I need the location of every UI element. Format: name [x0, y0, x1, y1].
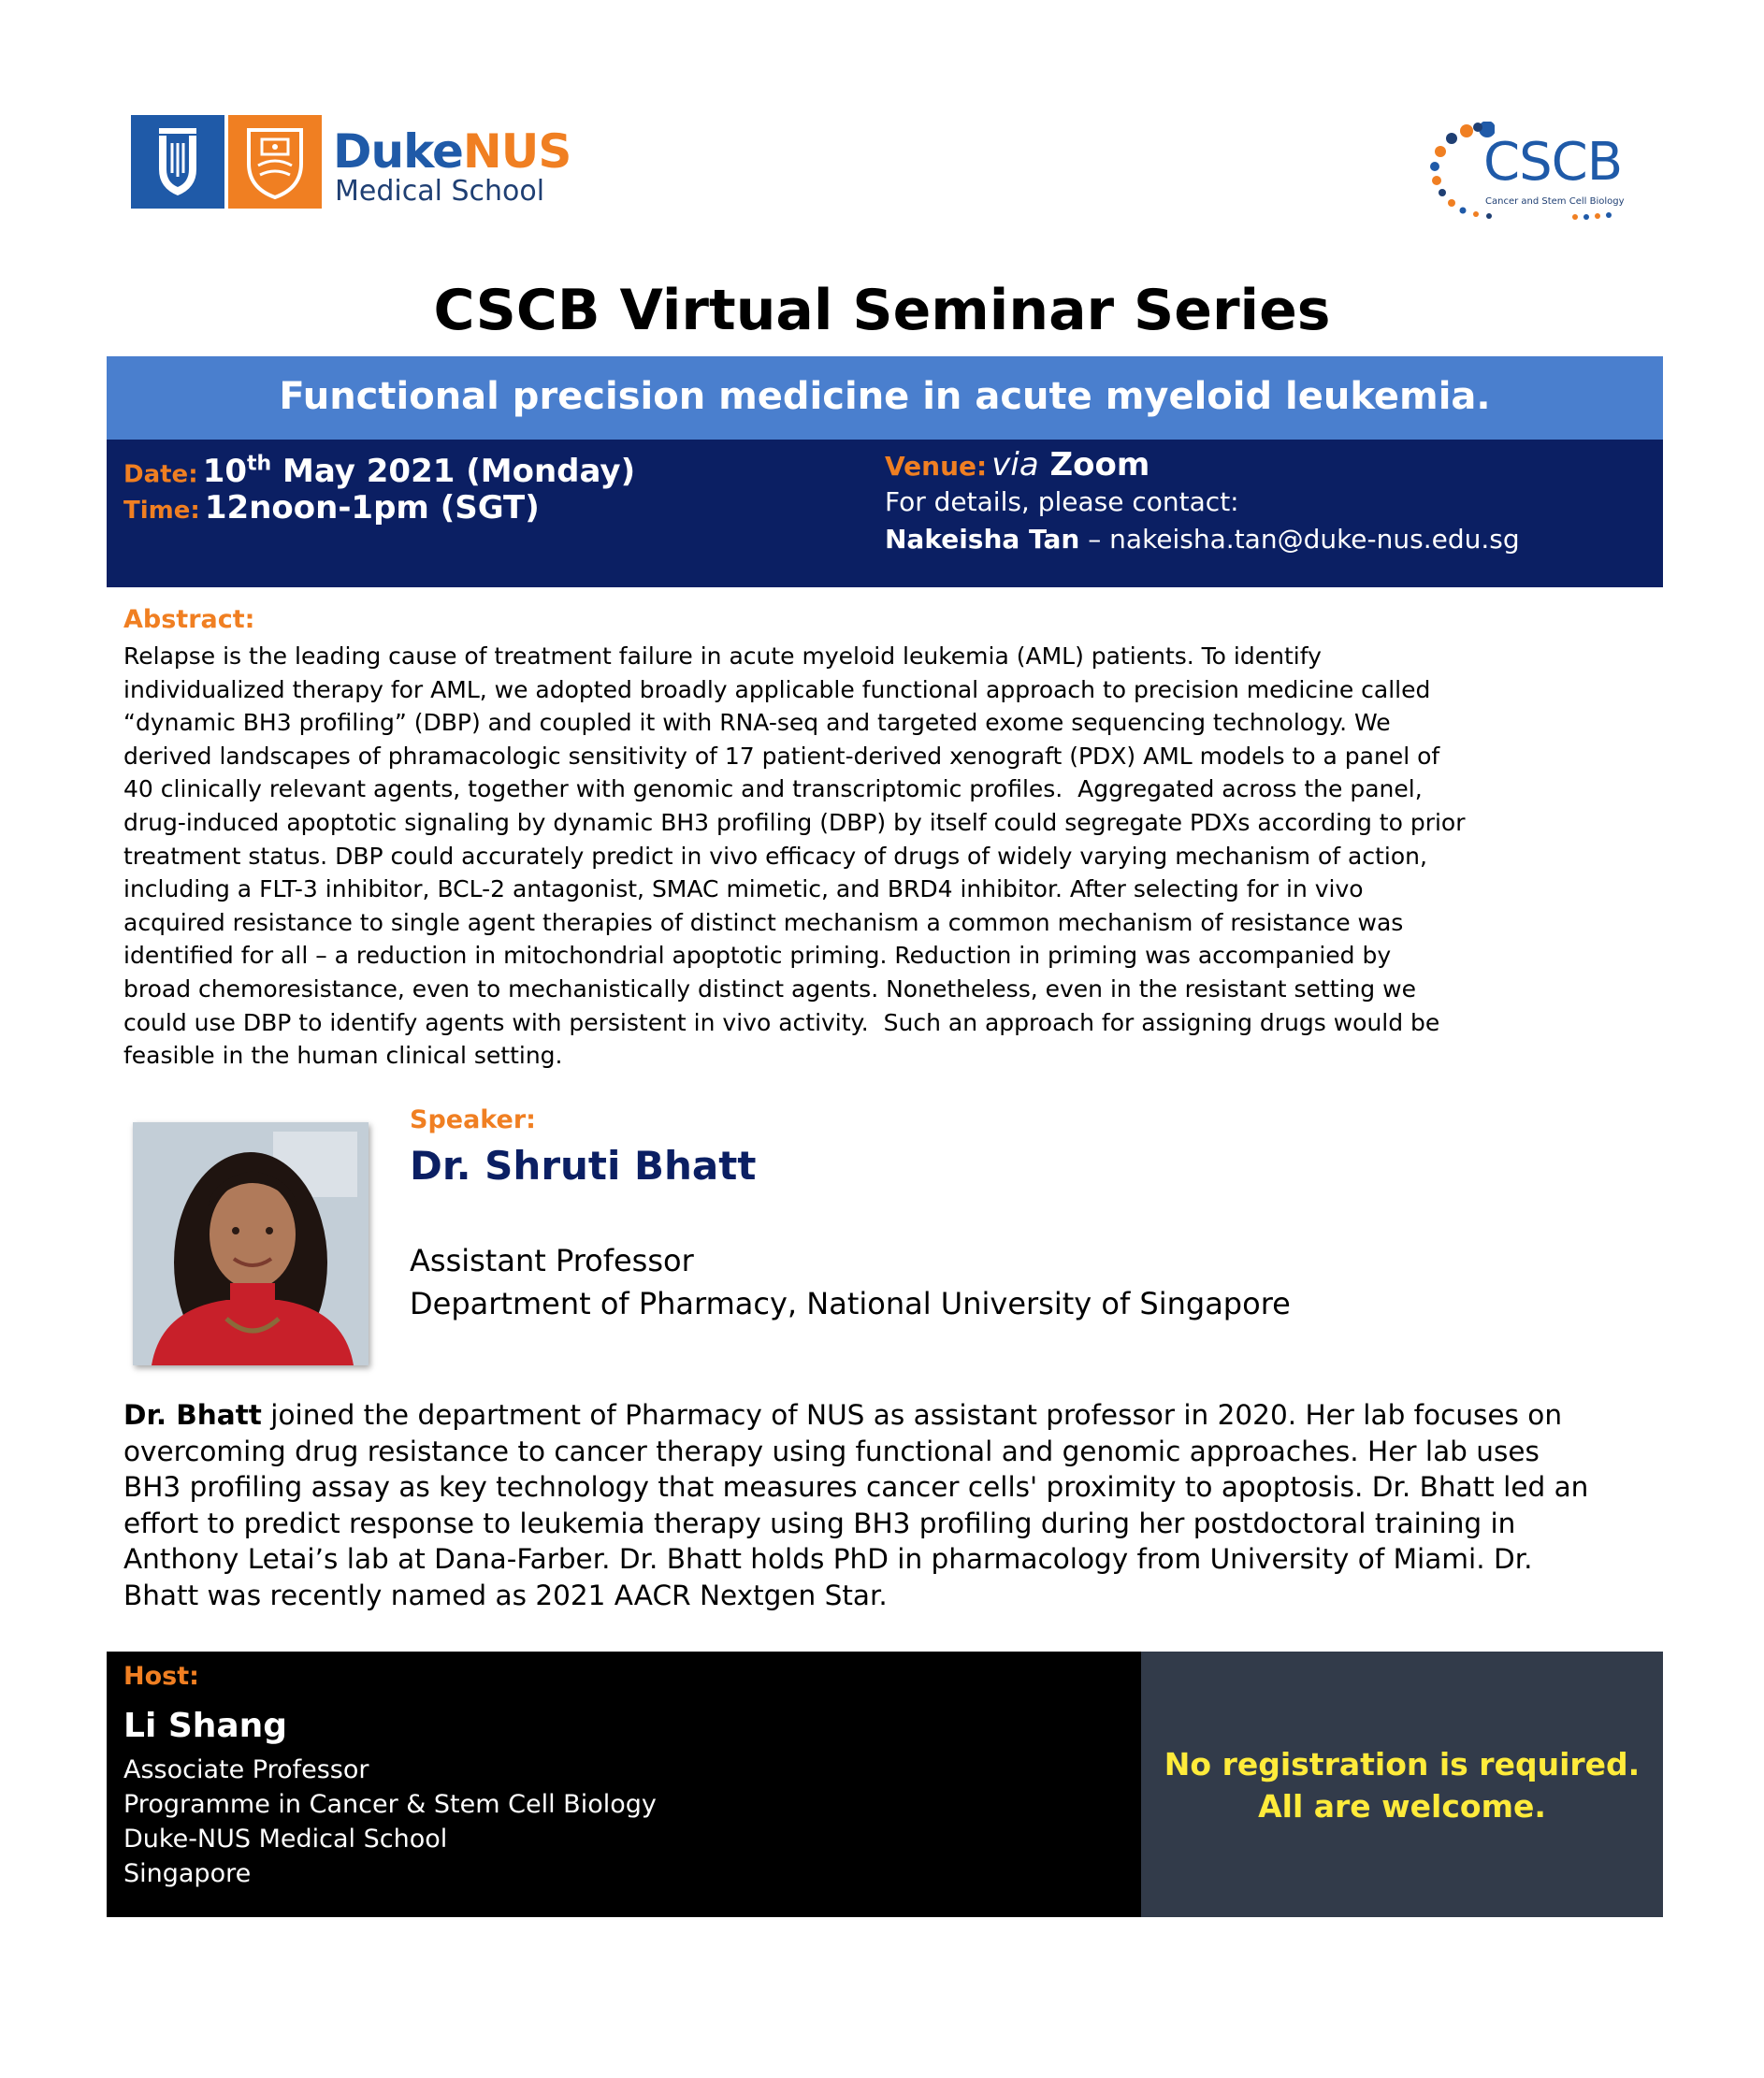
speaker-name: Dr. Shruti Bhatt — [410, 1143, 757, 1189]
cscb-logo — [1429, 122, 1654, 224]
speaker-affiliation — [410, 1239, 1291, 1325]
contact-name: Nakeisha Tan — [885, 524, 1080, 555]
duke-nus-logo — [131, 115, 627, 209]
host-name: Li Shang — [123, 1707, 288, 1745]
registration-line-1: No registration is required. — [1164, 1746, 1641, 1782]
time-value: 12noon-1pm (SGT) — [204, 489, 540, 527]
venue-value: via Zoom — [991, 446, 1150, 483]
cscb-dots-trail-icon — [1569, 206, 1654, 224]
speaker-photo — [133, 1122, 369, 1365]
host-details: Associate Professor Programme in Cancer & Stem Cell Biology Duke-NUS Medical School Singapore — [123, 1755, 657, 1888]
time-label: Time: — [123, 497, 200, 525]
bio-text: joined the department of Pharmacy of NUS as assistant professor in 2020. Her lab focuses on overcoming drug resistance to cancer therapy using functional and genomic approaches. Her lab uses BH3 profiling assay as key technology that measures cancer cells' proximity to apoptosis. Dr. Bhatt led an effort to predict response to leukemia therapy using BH3 profiling during her postdoctoral training in Anthony Letai’s lab at Dana-Farber. Dr. Bhatt holds PhD in pharmacology from University of Miami. Dr. Bhatt was recently named as 2021 AACR Nextgen Star. — [123, 1399, 1589, 1611]
time-row — [123, 488, 540, 527]
registration-line-2: All are welcome. — [1258, 1788, 1546, 1825]
page-title: CSCB Virtual Seminar Series — [433, 278, 1331, 343]
abstract-label: Abstract: — [123, 605, 255, 634]
abstract-text: Relapse is the leading cause of treatment failure in acute myeloid leukemia (AML) patients. To identify individualized therapy for AML, we adopted broadly applicable functional approach to precision medicine called “dynamic BH3 profiling” (DBP) and coupled it with RNA-seq and targeted exome sequencing technology. We derived landscapes of phramacologic sensitivity of 17 patient-derived xenograft (PDX) AML models to a panel of 40 clinically relevant agents, together with genomic and transcriptomic profiles. Aggregated across the panel, drug-induced apoptotic signaling by dynamic BH3 profiling (DBP) by itself could segregate PDXs according to prior treatment status. DBP could accurately predict in vivo efficacy of drugs of widely varying mechanism of action, including a FLT-3 inhibitor, BCL-2 antagonist, SMAC mimetic, and BRD4 inhibitor. After selecting for in vivo acquired resistance to single agent therapies of distinct mechanism a common mechanism of resistance was identified for all – a reduction in mitochondrial apoptotic priming. Reduction in priming was accompanied by broad chemoresistance, even to mechanistically distinct agents. Nonetheless, even in the resistant setting we could use DBP to identify agents with persistent in vivo activity. Such an approach for assigning drugs would be feasible in the human clinical setting. — [123, 642, 1466, 1070]
speaker-label: Speaker: — [410, 1105, 536, 1134]
speaker-department: Department of Pharmacy, National University of Singapore — [410, 1286, 1291, 1321]
contact-line: For details, please contact: — [885, 486, 1239, 517]
contact-row: Nakeisha Tan – nakeisha.tan@duke-nus.edu.sg — [885, 524, 1520, 555]
date-label: Date: — [123, 460, 198, 489]
date-value: 10th May 2021 (Monday) — [202, 453, 636, 491]
contact-email[interactable]: nakeisha.tan@duke-nus.edu.sg — [1109, 524, 1520, 555]
registration-box — [1141, 1652, 1663, 1917]
host-box — [107, 1652, 1141, 1917]
nus-crest-icon — [228, 115, 322, 209]
bio-lead: Dr. Bhatt — [123, 1399, 262, 1431]
duke-nus-subtitle: Medical School — [335, 175, 545, 208]
speaker-position: Assistant Professor — [410, 1243, 694, 1278]
talk-title-bar — [107, 356, 1663, 440]
host-label: Host: — [123, 1662, 199, 1691]
event-details-bar — [107, 440, 1663, 587]
cscb-wordmark: CSCB — [1483, 132, 1623, 193]
speaker-bio — [123, 1397, 1676, 1613]
duke-shield-icon — [131, 115, 224, 209]
venue-row — [885, 445, 1149, 484]
talk-title: Functional precision medicine in acute myeloid leukemia. — [279, 375, 1491, 418]
venue-label: Venue: — [885, 451, 988, 482]
cscb-subtitle: Cancer and Stem Cell Biology — [1485, 196, 1625, 207]
date-row — [123, 445, 635, 491]
duke-nus-wordmark: DukeNUS — [333, 124, 571, 179]
